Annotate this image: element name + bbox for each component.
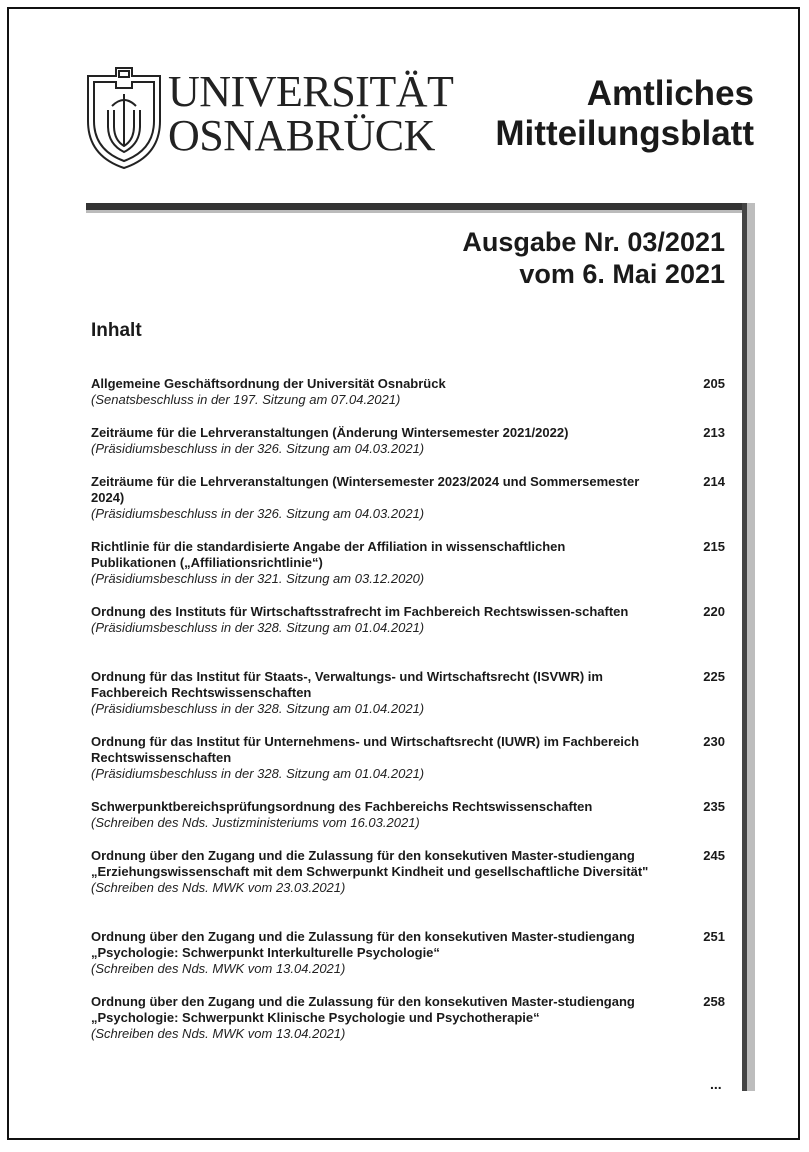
- logo-line-2: OSNABRÜCK: [168, 111, 435, 160]
- toc-entry-note: (Schreiben des Nds. MWK vom 13.04.2021): [91, 961, 346, 976]
- university-crest-icon: [86, 66, 162, 170]
- toc-entry-page: 230: [703, 734, 725, 749]
- toc-entry-note: (Präsidiumsbeschluss in der 328. Sitzung am 01.04.2021): [91, 620, 425, 635]
- toc-entry[interactable]: [91, 994, 731, 1075]
- toc-entry-title: Zeiträume für die Lehrveranstaltungen (Änderung Wintersemester 2021/2022): [91, 425, 569, 440]
- toc-heading: Inhalt: [91, 320, 142, 341]
- toc-entry-note: (Präsidiumsbeschluss in der 328. Sitzung am 01.04.2021): [91, 701, 425, 716]
- publication-title: [495, 74, 754, 154]
- toc-entry-note: (Präsidiumsbeschluss in der 326. Sitzung am 04.03.2021): [91, 441, 425, 456]
- toc-entry-page: 220: [703, 604, 725, 619]
- toc-entry[interactable]: [91, 734, 731, 799]
- issue-date: vom 6. Mai 2021: [519, 259, 725, 289]
- toc-entry[interactable]: [91, 604, 731, 669]
- logo-line-1: UNIVERSITÄT: [168, 67, 454, 116]
- continuation-marker: ...: [710, 1076, 722, 1092]
- toc-entry[interactable]: [91, 799, 731, 848]
- toc-entry-page: 245: [703, 848, 725, 863]
- toc-entry[interactable]: [91, 425, 731, 474]
- toc-entry-note: (Präsidiumsbeschluss in der 326. Sitzung am 04.03.2021): [91, 506, 425, 521]
- toc-entry-page: 215: [703, 539, 725, 554]
- toc-entry-title: Ordnung des Instituts für Wirtschaftsstrafrecht im Fachbereich Rechtswissen-schaften: [91, 604, 629, 619]
- horizontal-rule: [86, 203, 754, 210]
- issue-number: Ausgabe Nr. 03/2021: [462, 227, 725, 257]
- toc-entry-page: 213: [703, 425, 725, 440]
- toc-entry-title: Ordnung über den Zugang und die Zulassung für den konsekutiven Master-studiengang „Erziehungswissenschaft mit dem Schwerpunkt Kindheit und gesellschaftliche Diversität": [91, 848, 649, 879]
- toc-entry-note: (Schreiben des Nds. MWK vom 23.03.2021): [91, 880, 346, 895]
- toc-entry-page: 235: [703, 799, 725, 814]
- toc-entry-title: Allgemeine Geschäftsordnung der Universität Osnabrück: [91, 376, 446, 391]
- toc-entry-note: (Senatsbeschluss in der 197. Sitzung am 07.04.2021): [91, 392, 401, 407]
- toc-entry-title: Richtlinie für die standardisierte Angabe der Affiliation in wissenschaftlichen Publikationen („Affiliationsrichtlinie“): [91, 539, 566, 570]
- toc-entry-title: Ordnung für das Institut für Staats-, Verwaltungs- und Wirtschaftsrecht (ISVWR) im Fachbereich Rechtswissenschaften: [91, 669, 603, 700]
- toc-entry[interactable]: [91, 376, 731, 425]
- toc-entry-page: 214: [703, 474, 725, 489]
- toc-entry-page: 225: [703, 669, 725, 684]
- toc-entry-note: (Präsidiumsbeschluss in der 328. Sitzung am 01.04.2021): [91, 766, 425, 781]
- toc-entry-page: 258: [703, 994, 725, 1009]
- toc-entry-note: (Präsidiumsbeschluss in der 321. Sitzung am 03.12.2020): [91, 571, 425, 586]
- toc-entry-title: Zeiträume für die Lehrveranstaltungen (Wintersemester 2023/2024 und Sommersemester 2024): [91, 474, 640, 505]
- university-logo: [86, 66, 454, 171]
- table-of-contents: [91, 376, 731, 1075]
- toc-entry-title: Ordnung für das Institut für Unternehmens- und Wirtschaftsrecht (IUWR) im Fachbereich Rechtswissenschaften: [91, 734, 640, 765]
- toc-entry[interactable]: [91, 474, 731, 539]
- toc-entry-note: (Schreiben des Nds. Justizministeriums vom 16.03.2021): [91, 815, 420, 830]
- publication-title-line-1: Amtliches: [586, 74, 754, 113]
- vertical-rule: [742, 203, 747, 1091]
- toc-entry-page: 205: [703, 376, 725, 391]
- toc-entry-page: 251: [703, 929, 725, 944]
- issue-info: [462, 226, 725, 290]
- toc-entry[interactable]: [91, 669, 731, 734]
- logo-wordmark: [168, 67, 454, 160]
- toc-entry-title: Ordnung über den Zugang und die Zulassung für den konsekutiven Master-studiengang „Psychologie: Schwerpunkt Klinische Psychologie und Psychotherapie“: [91, 994, 635, 1025]
- toc-entry[interactable]: [91, 848, 731, 929]
- toc-entry-title: Ordnung über den Zugang und die Zulassung für den konsekutiven Master-studiengang „Psychologie: Schwerpunkt Interkulturelle Psychologie“: [91, 929, 635, 960]
- toc-entry[interactable]: [91, 929, 731, 994]
- toc-entry-title: Schwerpunktbereichsprüfungsordnung des Fachbereichs Rechtswissenschaften: [91, 799, 593, 814]
- publication-title-line-2: Mitteilungsblatt: [495, 114, 754, 153]
- vertical-rule-shadow: [747, 203, 755, 1091]
- toc-entry[interactable]: [91, 539, 731, 604]
- toc-entry-note: (Schreiben des Nds. MWK vom 13.04.2021): [91, 1026, 346, 1041]
